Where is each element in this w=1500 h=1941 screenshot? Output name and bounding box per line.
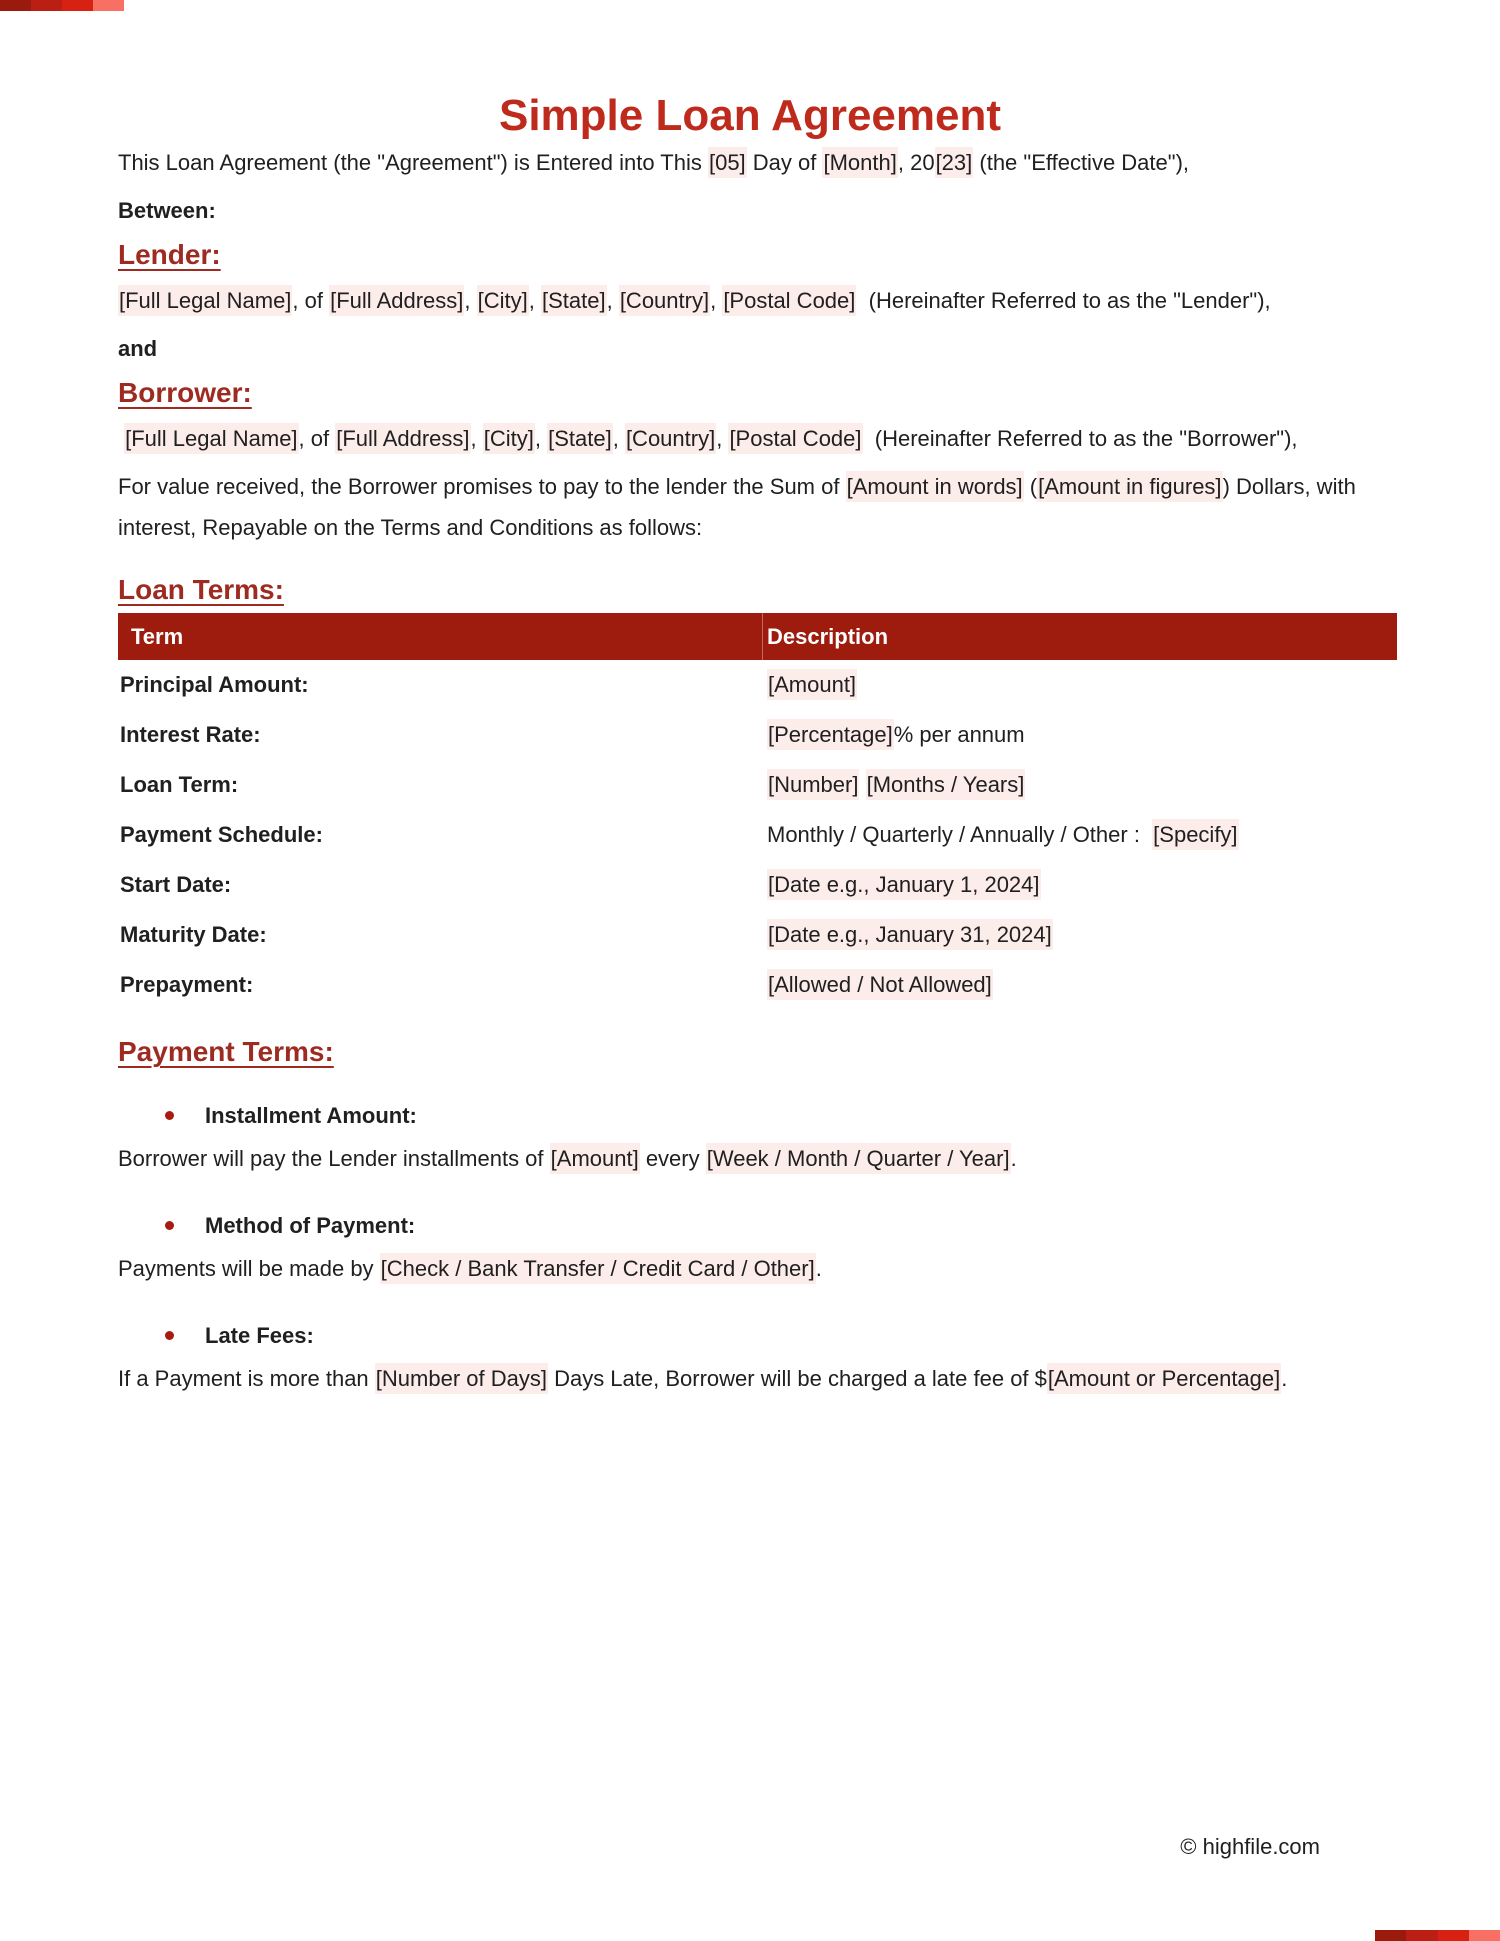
bottom-right-decoration-bar bbox=[1375, 1930, 1500, 1941]
table-row-prepayment bbox=[118, 960, 1397, 1010]
table-cell-term: Maturity Date: bbox=[120, 922, 267, 947]
late-fees-paragraph: If a Payment is more than [Number of Days] Days Late, Borrower will be charged a late fee of $[Amount or Percentage]. bbox=[118, 1358, 1382, 1399]
lender-details-paragraph: [Full Legal Name], of [Full Address], [City], [State], [Country], [Postal Code] (Hereinafter Referred to as the "Lender"), bbox=[118, 280, 1382, 321]
payment-terms-heading: Payment Terms: bbox=[118, 1036, 334, 1067]
decoration-bar-segment bbox=[1469, 1930, 1500, 1941]
payment-terms-list bbox=[118, 1095, 1382, 1399]
and-label: and bbox=[118, 336, 158, 361]
method-of-payment-paragraph: Payments will be made by [Check / Bank Transfer / Credit Card / Other]. bbox=[118, 1248, 1382, 1289]
table-cell-term: Principal Amount: bbox=[120, 672, 309, 697]
table-row-principal-amount bbox=[118, 660, 1397, 710]
decoration-bar-segment bbox=[93, 0, 124, 11]
decoration-bar-segment bbox=[31, 0, 62, 11]
bullet-item-method-of-payment bbox=[118, 1205, 1382, 1246]
page-title: Simple Loan Agreement bbox=[498, 91, 1002, 140]
table-cell-term: Loan Term: bbox=[120, 772, 239, 797]
table-cell-description: [Date e.g., January 1, 2024] bbox=[763, 873, 1397, 910]
bullet-label: Installment Amount: bbox=[205, 1103, 417, 1128]
decoration-bar-segment bbox=[1438, 1930, 1469, 1941]
bullet-item-late-fees bbox=[118, 1315, 1382, 1356]
table-cell-term: Start Date: bbox=[120, 872, 232, 897]
bullet-label: Method of Payment: bbox=[205, 1213, 416, 1238]
table-cell-description: Monthly / Quarterly / Annually / Other : [Specify] bbox=[763, 823, 1397, 860]
table-row-start-date bbox=[118, 860, 1397, 910]
bullet-item-installment-amount bbox=[118, 1095, 1382, 1136]
bullet-icon bbox=[165, 1221, 174, 1230]
table-row-payment-schedule bbox=[118, 810, 1397, 860]
top-left-decoration-bar bbox=[0, 0, 124, 11]
table-row-interest-rate bbox=[118, 710, 1397, 760]
table-cell-description: [Percentage]% per annum bbox=[763, 723, 1397, 760]
table-cell-term: Interest Rate: bbox=[120, 722, 261, 747]
table-cell-description: [Amount] bbox=[763, 673, 1397, 710]
loan-terms-heading: Loan Terms: bbox=[118, 574, 284, 605]
decoration-bar-segment bbox=[0, 0, 31, 11]
bullet-icon bbox=[165, 1111, 174, 1120]
borrower-details-paragraph: [Full Legal Name], of [Full Address], [City], [State], [Country], [Postal Code] (Hereinafter Referred to as the "Borrower"), bbox=[118, 418, 1382, 459]
table-cell-term: Payment Schedule: bbox=[120, 822, 323, 847]
table-cell-term: Prepayment: bbox=[120, 972, 254, 997]
borrower-heading: Borrower: bbox=[118, 377, 252, 408]
decoration-bar-segment bbox=[1375, 1930, 1406, 1941]
between-label: Between: bbox=[118, 198, 216, 223]
consideration-paragraph: For value received, the Borrower promises to pay to the lender the Sum of [Amount in words] ([Amount in figures]) Dollars, with interest, Repayable on the Terms and Conditions as follows: bbox=[118, 466, 1382, 548]
table-cell-description: [Number] [Months / Years] bbox=[763, 773, 1397, 810]
loan-terms-table bbox=[118, 613, 1397, 1010]
decoration-bar-segment bbox=[1406, 1930, 1437, 1941]
table-header-description: Description bbox=[767, 623, 889, 649]
installment-amount-paragraph: Borrower will pay the Lender installments of [Amount] every [Week / Month / Quarter / Year]. bbox=[118, 1138, 1382, 1179]
table-header-term: Term bbox=[118, 613, 763, 660]
bullet-label: Late Fees: bbox=[205, 1323, 314, 1348]
table-row-maturity-date bbox=[118, 910, 1397, 960]
bullet-icon bbox=[165, 1331, 174, 1340]
document-body bbox=[0, 90, 1500, 1399]
footer-credit: © highfile.com bbox=[1180, 1834, 1320, 1859]
table-cell-description: [Date e.g., January 31, 2024] bbox=[763, 923, 1397, 960]
table-cell-description: [Allowed / Not Allowed] bbox=[763, 973, 1397, 1010]
table-header-row bbox=[118, 613, 1397, 660]
decoration-bar-segment bbox=[62, 0, 93, 11]
table-row-loan-term bbox=[118, 760, 1397, 810]
lender-heading: Lender: bbox=[118, 239, 221, 270]
intro-paragraph: This Loan Agreement (the "Agreement") is Entered into This [05] Day of [Month], 20[23] (the "Effective Date"), bbox=[118, 142, 1382, 183]
